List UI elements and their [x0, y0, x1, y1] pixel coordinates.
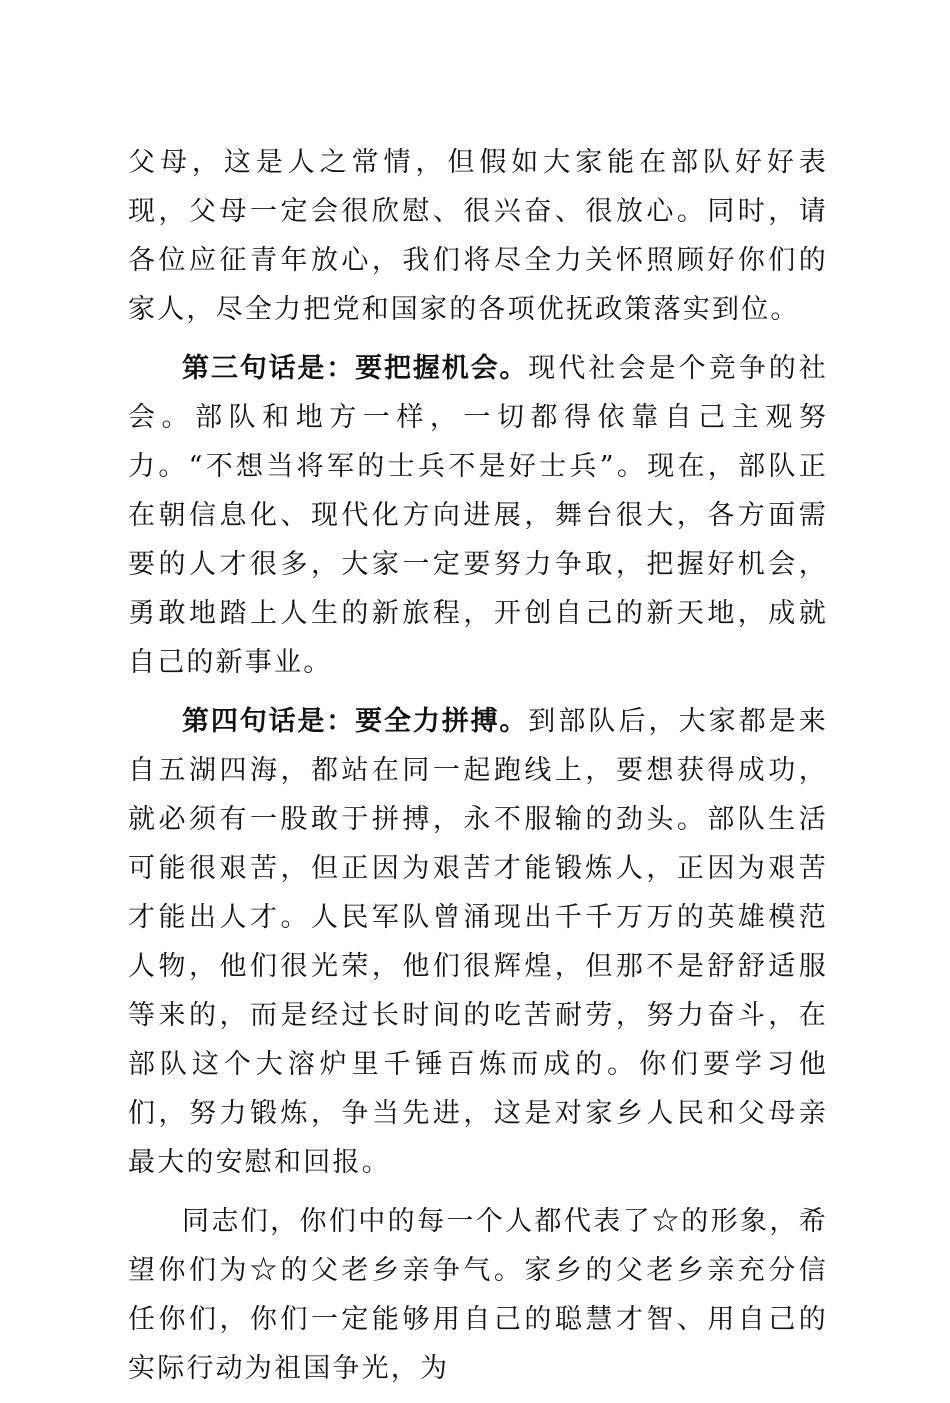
paragraph-text: 现代社会是个竞争的社会。部队和地方一样，一切都得依靠自己主观努力。“不想当将军的士兵不是好士兵”。现在，部队正在朝信息化、现代化方向进展，舞台很大，各方面需要的人才很多，大家一定要努力争取，把握好机会，勇敢地踏上人生的新旅程，开创自己的新天地，成就自己的新事业。: [128, 353, 829, 678]
paragraph-third-point: [128, 344, 828, 687]
paragraph-text: 同志们，你们中的每一个人都代表了☆的形象，希望你们为☆的父老乡亲争气。家乡的父老乡亲充分信任你们，你们一定能够用自己的聪慧才智、用自己的实际行动为祖国争光，为: [128, 1206, 828, 1384]
paragraph-lead: 第三句话是：要把握机会。: [182, 353, 529, 384]
paragraph-closing: [128, 1197, 828, 1393]
document-body: [128, 138, 828, 1403]
paragraph-continuation: [128, 138, 828, 334]
paragraph-fourth-point: [128, 697, 828, 1187]
paragraph-lead: 第四句话是：要全力拼搏。: [182, 706, 529, 737]
paragraph-text: 到部队后，大家都是来自五湖四海，都站在同一起跑线上，要想获得成功，就必须有一股敢于拼搏，永不服输的劲头。部队生活可能很艰苦，但正因为艰苦才能锻炼人，正因为艰苦才能出人才。人民军队曾涌现出千千万万的英雄模范人物，他们很光荣，他们很辉煌，但那不是舒舒适服等来的，而是经过长时间的吃苦耐劳，努力奋斗，在部队这个大溶炉里千锤百炼而成的。你们要学习他们，努力锻炼，争当先进，这是对家乡人民和父母亲最大的安慰和回报。: [128, 706, 829, 1178]
paragraph-text: 父母，这是人之常情，但假如大家能在部队好好表现，父母一定会很欣慰、很兴奋、很放心。同时，请各位应征青年放心，我们将尽全力关怀照顾好你们的家人，尽全力把党和国家的各项优抚政策落实到位。: [128, 147, 828, 325]
